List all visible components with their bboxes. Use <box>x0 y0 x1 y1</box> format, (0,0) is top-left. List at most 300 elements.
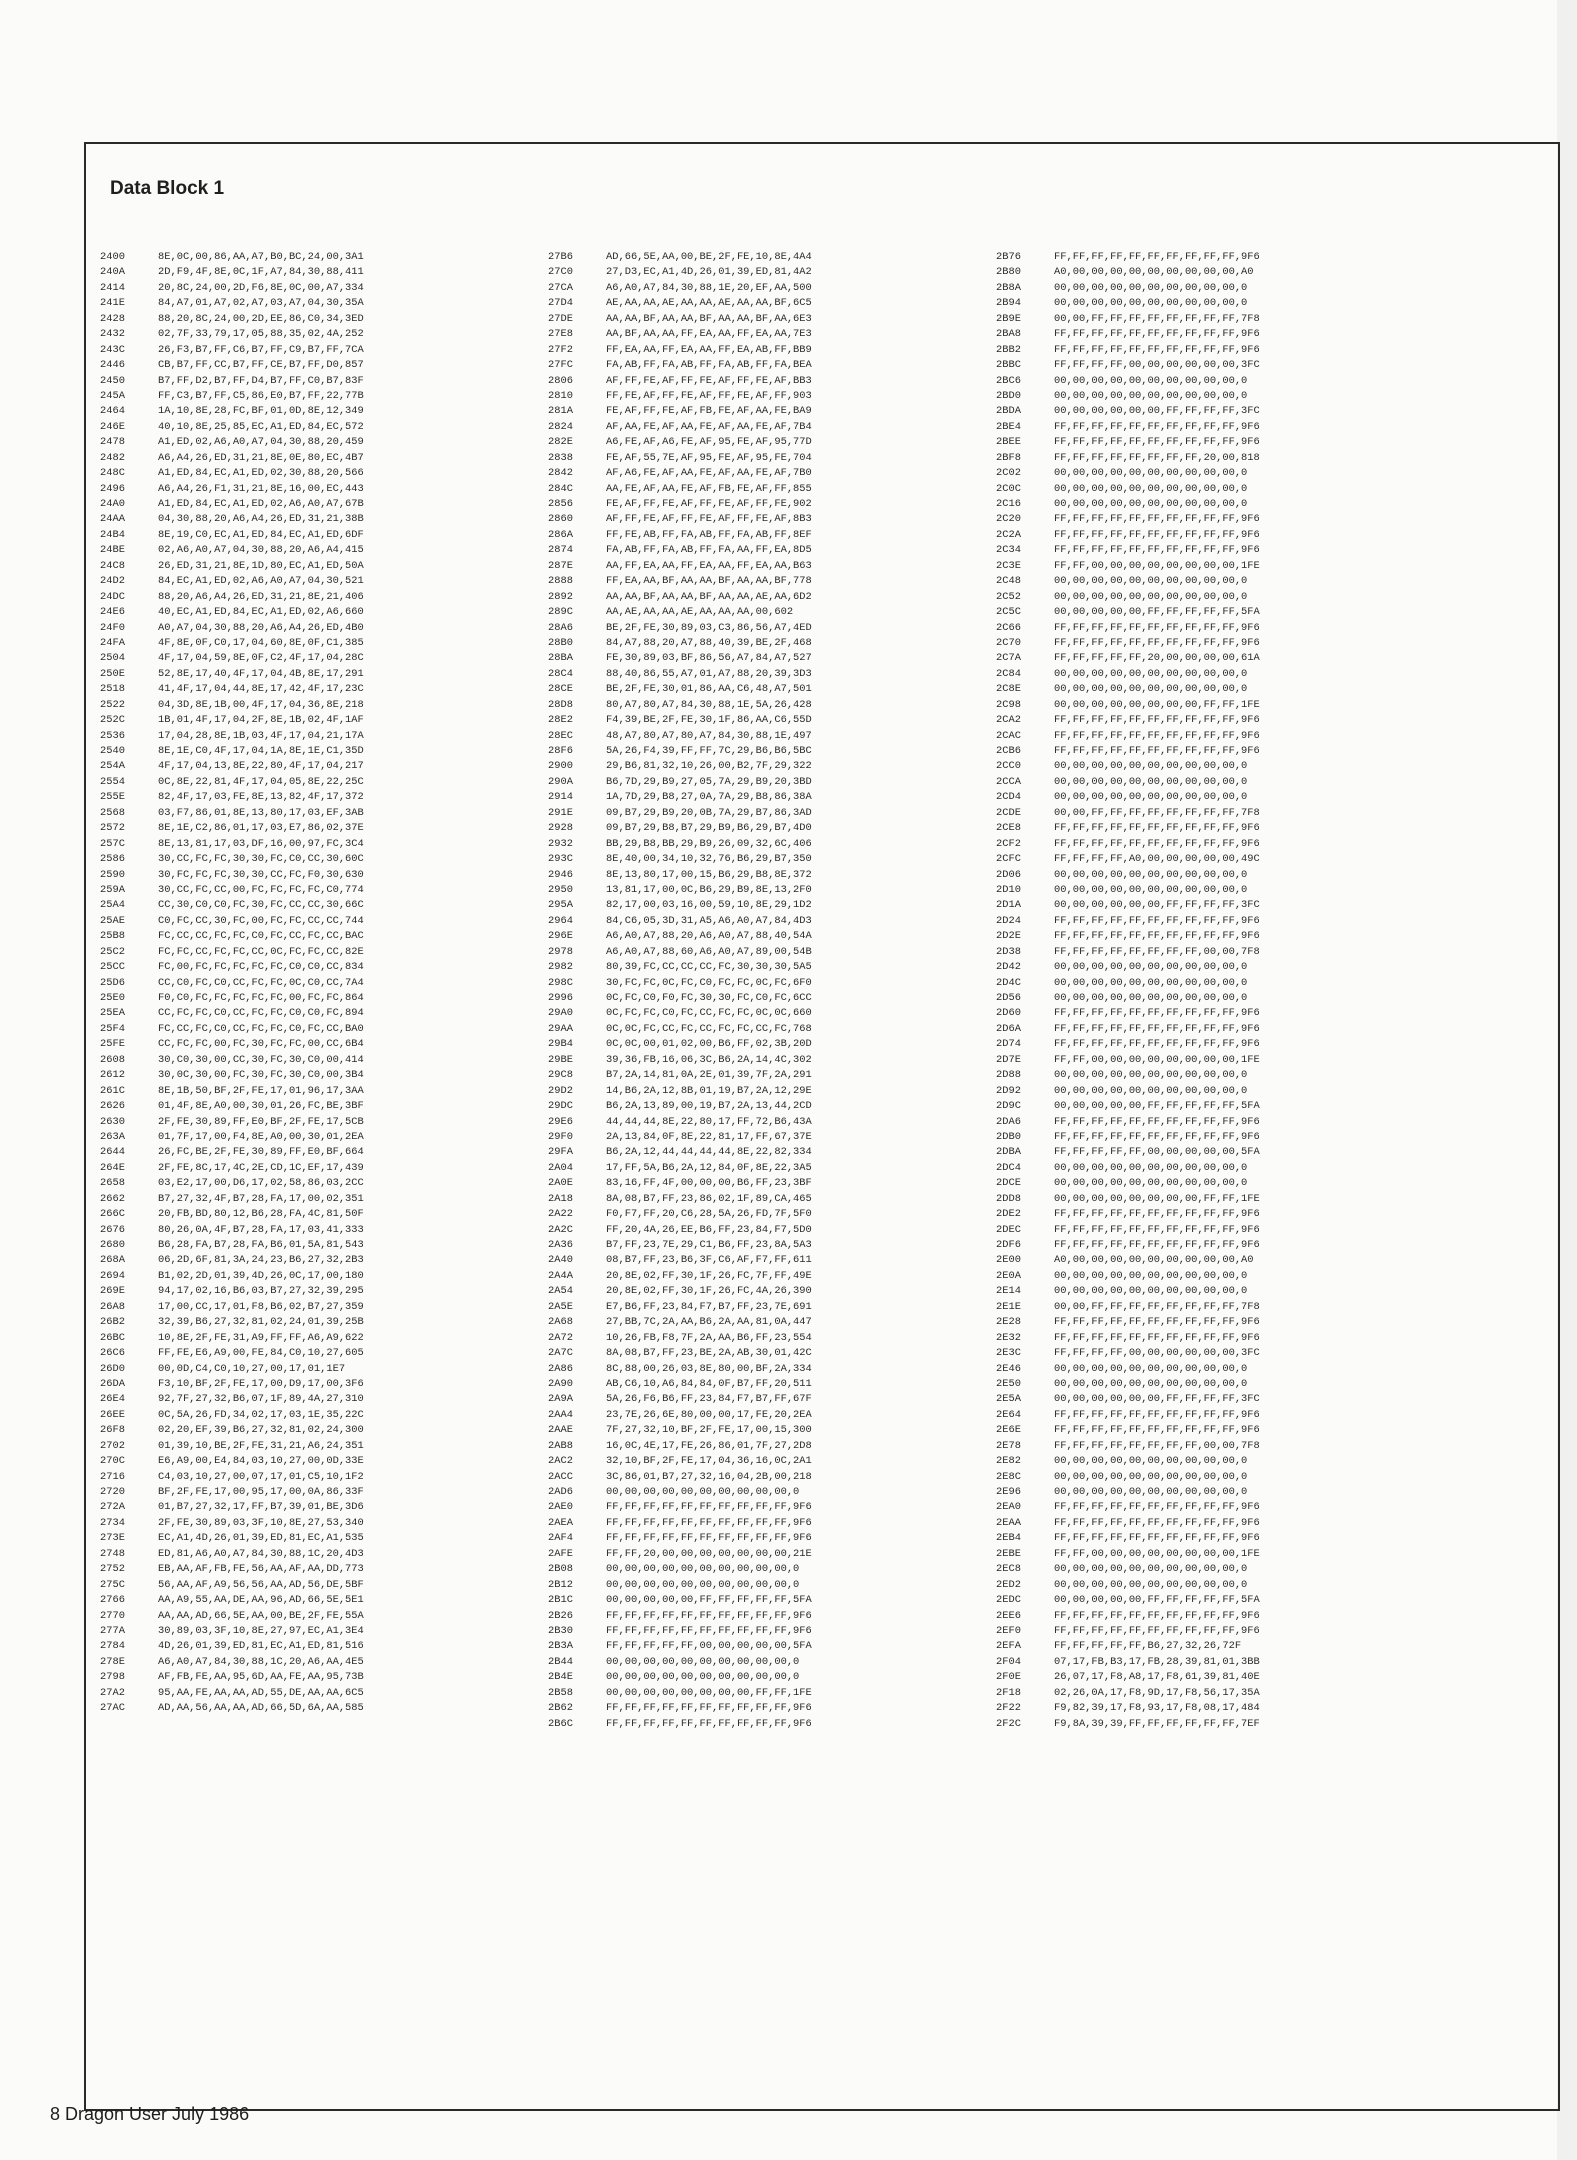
data-line <box>548 898 812 913</box>
data-line <box>996 759 1260 774</box>
data-line <box>100 1670 364 1685</box>
line-bytes: 00,00,FF,FF,FF,FF,FF,FF,FF,FF,7F8 <box>1054 806 1260 819</box>
line-address: 2770 <box>100 1609 125 1622</box>
line-bytes: 92,7F,27,32,B6,07,1F,89,4A,27,310 <box>158 1393 364 1406</box>
line-address: 2D06 <box>996 868 1021 881</box>
line-address: 2EB4 <box>996 1532 1021 1545</box>
line-address: 2CE8 <box>996 822 1021 835</box>
line-address: 2766 <box>100 1594 125 1607</box>
line-bytes: 00,00,00,00,00,00,00,00,00,00,0 <box>1054 1084 1248 1097</box>
line-bytes: AA,AA,BF,AA,AA,BF,AA,AA,AE,AA,6D2 <box>606 590 812 603</box>
line-bytes: 00,00,00,00,00,00,00,00,00,00,0 <box>1054 389 1248 402</box>
line-address: 2428 <box>100 312 125 325</box>
line-address: 24AA <box>100 513 125 526</box>
line-bytes: 04,30,88,20,A6,A4,26,ED,31,21,38B <box>158 513 364 526</box>
line-address: 29D2 <box>548 1084 573 1097</box>
line-address: 2D2E <box>996 930 1021 943</box>
line-address: 2B80 <box>996 266 1021 279</box>
line-address: 2504 <box>100 652 125 665</box>
line-address: 2C16 <box>996 498 1021 510</box>
line-bytes: 5A,26,F6,B6,FF,23,84,F7,B7,FF,67F <box>606 1393 812 1406</box>
data-line <box>100 729 364 744</box>
line-bytes: FE,30,89,03,BF,86,56,A7,84,A7,527 <box>606 652 812 665</box>
data-line <box>996 404 1260 419</box>
data-line <box>996 929 1260 944</box>
line-address: 243C <box>100 343 125 356</box>
line-bytes: 00,00,00,00,00,00,FF,FF,FF,FF,3FC <box>1054 1393 1260 1406</box>
line-bytes: A6,A0,A7,88,60,A6,A0,A7,89,00,54B <box>606 945 812 958</box>
line-bytes: 40,10,8E,25,85,EC,A1,ED,84,EC,572 <box>158 420 364 433</box>
line-bytes: 4F,8E,0F,C0,17,04,60,8E,0F,C1,385 <box>158 636 364 649</box>
line-address: 252C <box>100 714 125 727</box>
line-address: 2F2C <box>996 1717 1021 1730</box>
data-line <box>996 590 1260 605</box>
data-line <box>996 1037 1260 1052</box>
line-address: 2626 <box>100 1100 125 1113</box>
line-address: 2D1A <box>996 899 1021 912</box>
data-line <box>548 1408 812 1423</box>
data-line <box>996 1207 1260 1222</box>
line-address: 29E6 <box>548 1115 573 1128</box>
line-address: 2E50 <box>996 1377 1021 1390</box>
line-bytes: FF,FF,FF,FF,FF,FF,FF,FF,FF,FF,9F6 <box>1054 1316 1260 1329</box>
data-line <box>996 1392 1260 1407</box>
data-line <box>548 790 812 805</box>
line-bytes: FF,FF,FF,FF,FF,FF,FF,FF,00,00,7F8 <box>1054 945 1260 958</box>
line-address: 29DC <box>548 1100 573 1113</box>
line-bytes: FF,FF,FF,FF,FF,FF,FF,FF,FF,FF,9F6 <box>606 1532 812 1545</box>
line-bytes: 10,8E,2F,FE,31,A9,FF,FF,A6,A9,622 <box>158 1331 364 1344</box>
data-line <box>100 960 364 975</box>
line-address: 2798 <box>100 1671 125 1684</box>
data-line <box>100 1346 364 1361</box>
data-line <box>548 729 812 744</box>
data-line <box>100 1470 364 1485</box>
line-address: 2662 <box>100 1192 125 1205</box>
line-bytes: BF,2F,FE,17,00,95,17,00,0A,86,33F <box>158 1486 364 1498</box>
line-bytes: 80,39,FC,CC,CC,CC,FC,30,30,30,5A5 <box>606 961 812 974</box>
line-address: 2590 <box>100 868 125 881</box>
line-address: 2A36 <box>548 1239 573 1251</box>
data-line <box>548 281 812 296</box>
line-bytes: B7,2A,14,81,0A,2E,01,39,7F,2A,291 <box>606 1069 812 1082</box>
data-line <box>996 435 1260 450</box>
line-address: 2464 <box>100 405 125 418</box>
data-line <box>100 1423 364 1438</box>
data-line <box>100 1269 364 1284</box>
data-line <box>100 1500 364 1515</box>
data-line <box>100 1115 364 1130</box>
line-bytes: 01,7F,17,00,F4,8E,A0,00,30,01,2EA <box>158 1130 364 1143</box>
data-line <box>548 482 812 497</box>
line-address: 2D4C <box>996 976 1021 989</box>
data-line <box>548 605 812 620</box>
line-bytes: FF,FF,FF,FF,A0,00,00,00,00,00,49C <box>1054 853 1260 866</box>
line-bytes: FF,FF,FF,FF,FF,FF,FF,FF,FF,FF,9F6 <box>1054 729 1260 742</box>
line-address: 2E14 <box>996 1285 1021 1298</box>
line-bytes: FF,FF,FF,FF,FF,FF,FF,FF,FF,FF,9F6 <box>1054 1239 1260 1251</box>
data-line <box>100 775 364 790</box>
line-address: 2734 <box>100 1516 125 1529</box>
data-line <box>100 1686 364 1701</box>
line-bytes: 44,44,44,8E,22,80,17,FF,72,B6,43A <box>606 1115 812 1128</box>
line-address: 27DE <box>548 312 573 325</box>
line-bytes: A0,00,00,00,00,00,00,00,00,00,A0 <box>1054 1254 1254 1267</box>
line-bytes: FF,EA,AA,BF,AA,AA,BF,AA,AA,BF,778 <box>606 575 812 588</box>
line-address: 2A2C <box>548 1223 573 1236</box>
data-line <box>100 1053 364 1068</box>
line-address: 2ED2 <box>996 1578 1021 1591</box>
line-address: 2EAA <box>996 1516 1021 1529</box>
data-line <box>996 1300 1260 1315</box>
line-address: 286A <box>548 528 573 541</box>
line-address: 26EE <box>100 1408 125 1421</box>
line-bytes: FF,FF,FF,FF,00,00,00,00,00,00,3FC <box>1054 359 1260 372</box>
data-line <box>996 482 1260 497</box>
line-bytes: 7F,27,32,10,BF,2F,FE,17,00,15,300 <box>606 1424 812 1437</box>
line-address: 2C84 <box>996 667 1021 680</box>
line-address: 26A8 <box>100 1300 125 1313</box>
line-bytes: F9,82,39,17,F8,93,17,F8,08,17,484 <box>1054 1702 1260 1715</box>
data-line <box>548 327 812 342</box>
data-line <box>548 667 812 682</box>
data-line <box>100 1377 364 1392</box>
line-bytes: 52,8E,17,40,4F,17,04,4B,8E,17,291 <box>158 667 364 680</box>
line-bytes: FF,FF,FF,FF,FF,FF,FF,FF,FF,FF,9F6 <box>1054 1007 1260 1020</box>
page-edge <box>1557 0 1577 2160</box>
line-address: 2540 <box>100 745 125 757</box>
data-line <box>548 1238 812 1253</box>
line-bytes: 00,00,00,00,00,00,FF,FF,FF,FF,3FC <box>1054 405 1260 418</box>
data-line <box>100 1099 364 1114</box>
line-address: 255E <box>100 791 125 804</box>
data-line <box>100 1300 364 1315</box>
line-bytes: B7,FF,23,7E,29,C1,B6,FF,23,8A,5A3 <box>606 1239 812 1251</box>
line-address: 2E8C <box>996 1470 1021 1483</box>
line-bytes: FF,FF,FF,FF,FF,FF,FF,FF,FF,FF,9F6 <box>1054 837 1260 850</box>
line-bytes: FF,FF,FF,FF,FF,FF,FF,FF,FF,FF,9F6 <box>1054 1424 1260 1437</box>
line-bytes: 00,00,00,00,00,FF,FF,FF,FF,FF,5FA <box>1054 1100 1260 1113</box>
line-address: 2CC0 <box>996 760 1021 773</box>
data-line <box>996 667 1260 682</box>
line-bytes: 16,0C,4E,17,FE,26,86,01,7F,27,2D8 <box>606 1439 812 1452</box>
line-address: 295A <box>548 899 573 912</box>
line-bytes: E7,B6,FF,23,84,F7,B7,FF,23,7E,691 <box>606 1300 812 1313</box>
data-line <box>100 1192 364 1207</box>
line-bytes: 40,EC,A1,ED,84,EC,A1,ED,02,A6,660 <box>158 606 364 619</box>
data-line <box>996 281 1260 296</box>
data-line <box>996 296 1260 311</box>
line-address: 2EC8 <box>996 1563 1021 1576</box>
line-address: 2D7E <box>996 1053 1021 1066</box>
data-line <box>100 1068 364 1083</box>
data-line <box>548 1578 812 1593</box>
line-address: 29FA <box>548 1146 573 1159</box>
data-line <box>548 1207 812 1222</box>
line-bytes: 17,00,CC,17,01,F8,B6,02,B7,27,359 <box>158 1300 364 1313</box>
data-line <box>100 1485 364 1500</box>
line-address: 2D9C <box>996 1100 1021 1113</box>
line-bytes: AF,FF,FE,AF,FF,FE,AF,FF,FE,AF,8B3 <box>606 513 812 526</box>
data-line <box>548 1022 812 1037</box>
line-bytes: FF,FF,FF,FF,FF,FF,FF,FF,FF,FF,9F6 <box>1054 714 1260 727</box>
line-bytes: FF,FF,FF,FF,FF,FF,FF,FF,FF,FF,9F6 <box>1054 1532 1260 1545</box>
line-address: 2EDC <box>996 1594 1021 1607</box>
data-line <box>996 605 1260 620</box>
line-bytes: FC,CC,FC,C0,CC,FC,FC,C0,FC,CC,BA0 <box>158 1022 364 1035</box>
data-line <box>996 451 1260 466</box>
line-address: 2658 <box>100 1177 125 1190</box>
line-address: 27A2 <box>100 1686 125 1699</box>
line-address: 2842 <box>548 467 573 480</box>
data-line <box>100 451 364 466</box>
line-bytes: A6,A4,26,ED,31,21,8E,0E,80,EC,4B7 <box>158 451 364 464</box>
line-bytes: 8E,40,00,34,10,32,76,B6,29,B7,350 <box>606 853 812 866</box>
line-address: 2996 <box>548 992 573 1004</box>
line-address: 24B4 <box>100 528 125 541</box>
line-address: 2AA4 <box>548 1408 573 1421</box>
data-line <box>100 1578 364 1593</box>
data-line <box>548 1068 812 1083</box>
line-address: 2AD6 <box>548 1486 573 1498</box>
line-bytes: 2F,FE,30,89,FF,E0,BF,2F,FE,17,5CB <box>158 1115 364 1128</box>
line-address: 26F8 <box>100 1424 125 1437</box>
line-bytes: 4D,26,01,39,ED,81,EC,A1,ED,81,516 <box>158 1640 364 1653</box>
line-address: 27D4 <box>548 297 573 310</box>
data-line <box>548 1300 812 1315</box>
data-line <box>548 1331 812 1346</box>
line-bytes: 17,FF,5A,B6,2A,12,84,0F,8E,22,3A5 <box>606 1161 812 1174</box>
data-line <box>996 1068 1260 1083</box>
line-bytes: 09,B7,29,B9,20,0B,7A,29,B7,86,3AD <box>606 806 812 819</box>
data-line <box>548 1454 812 1469</box>
line-address: 25C2 <box>100 945 125 958</box>
line-bytes: 27,D3,EC,A1,4D,26,01,39,ED,81,4A2 <box>606 266 812 279</box>
line-bytes: AA,AA,BF,AA,AA,BF,AA,AA,BF,AA,6E3 <box>606 312 812 325</box>
line-bytes: A6,A0,A7,88,20,A6,A0,A7,88,40,54A <box>606 930 812 943</box>
data-line <box>996 868 1260 883</box>
line-bytes: FF,FF,00,00,00,00,00,00,00,00,1FE <box>1054 1547 1260 1560</box>
data-line <box>100 512 364 527</box>
line-address: 24BE <box>100 544 125 557</box>
line-bytes: 00,00,00,00,00,00,00,00,00,00,0 <box>1054 1377 1248 1390</box>
data-line <box>100 914 364 929</box>
line-address: 2946 <box>548 868 573 881</box>
line-address: 2C3E <box>996 559 1021 572</box>
data-line <box>548 1531 812 1546</box>
line-bytes: 02,20,EF,39,B6,27,32,81,02,24,300 <box>158 1424 364 1437</box>
line-address: 2694 <box>100 1269 125 1282</box>
line-bytes: 20,FB,BD,80,12,B6,28,FA,4C,81,50F <box>158 1208 364 1221</box>
data-line <box>548 929 812 944</box>
data-line <box>996 512 1260 527</box>
line-address: 2E32 <box>996 1331 1021 1344</box>
data-line <box>548 1053 812 1068</box>
data-line <box>100 651 364 666</box>
line-address: 2A68 <box>548 1316 573 1329</box>
line-address: 2F04 <box>996 1655 1021 1668</box>
line-bytes: F0,F7,FF,20,C6,28,5A,26,FD,7F,5F0 <box>606 1208 812 1221</box>
data-line <box>100 312 364 327</box>
line-address: 2BF8 <box>996 451 1021 464</box>
data-line <box>548 775 812 790</box>
line-address: 2568 <box>100 806 125 819</box>
line-address: 28E2 <box>548 714 573 727</box>
line-bytes: A6,A4,26,F1,31,21,8E,16,00,EC,443 <box>158 482 364 495</box>
line-bytes: 8E,19,C0,EC,A1,ED,84,EC,A1,ED,6DF <box>158 528 364 541</box>
line-address: 25F4 <box>100 1022 125 1035</box>
line-bytes: 0C,FC,FC,C0,FC,CC,FC,FC,0C,0C,660 <box>606 1007 812 1020</box>
data-line <box>100 636 364 651</box>
data-line <box>996 1331 1260 1346</box>
line-bytes: FF,FF,FF,FF,FF,00,00,00,00,00,5FA <box>606 1640 812 1653</box>
line-address: 2C7A <box>996 652 1021 665</box>
data-line <box>548 621 812 636</box>
line-bytes: 06,2D,6F,81,3A,24,23,B6,27,32,2B3 <box>158 1254 364 1267</box>
line-bytes: 00,00,00,00,00,00,00,00,00,00,0 <box>1054 1563 1248 1576</box>
data-line <box>996 729 1260 744</box>
data-line <box>996 1145 1260 1160</box>
line-address: 2DB0 <box>996 1130 1021 1143</box>
line-bytes: 84,A7,88,20,A7,88,40,39,BE,2F,468 <box>606 636 812 649</box>
line-bytes: A6,A0,A7,84,30,88,1E,20,EF,AA,500 <box>606 281 812 294</box>
line-address: 2BEE <box>996 436 1021 449</box>
line-address: 2B3A <box>548 1640 573 1653</box>
line-bytes: 88,20,A6,A4,26,ED,31,21,8E,21,406 <box>158 590 364 603</box>
data-line <box>996 1500 1260 1515</box>
line-bytes: 3C,86,01,B7,27,32,16,04,2B,00,218 <box>606 1470 812 1483</box>
line-bytes: 32,39,B6,27,32,81,02,24,01,39,25B <box>158 1316 364 1329</box>
line-bytes: 20,8C,24,00,2D,F6,8E,0C,00,A7,334 <box>158 281 364 294</box>
data-line <box>996 1130 1260 1145</box>
line-bytes: 4F,17,04,59,8E,0F,C2,4F,17,04,28C <box>158 652 364 665</box>
data-line <box>548 1439 812 1454</box>
line-bytes: 01,4F,8E,A0,00,30,01,26,FC,BE,3BF <box>158 1100 364 1113</box>
line-bytes: 1A,10,8E,28,FC,BF,01,0D,8E,12,349 <box>158 405 364 418</box>
line-address: 27AC <box>100 1702 125 1715</box>
data-line <box>548 1176 812 1191</box>
line-bytes: 00,00,00,00,00,00,00,00,00,00,0 <box>1054 1455 1248 1468</box>
data-line <box>548 1037 812 1052</box>
data-line <box>996 1315 1260 1330</box>
line-bytes: 8E,1B,50,BF,2F,FE,17,01,96,17,3AA <box>158 1084 364 1097</box>
line-bytes: FF,FF,FF,FF,FF,FF,FF,FF,FF,FF,9F6 <box>1054 745 1260 757</box>
data-line <box>548 976 812 991</box>
line-address: 2676 <box>100 1223 125 1236</box>
line-address: 2E6E <box>996 1424 1021 1437</box>
data-line <box>100 281 364 296</box>
line-bytes: 48,A7,80,A7,80,A7,84,30,88,1E,497 <box>606 729 812 742</box>
data-line <box>548 1609 812 1624</box>
line-bytes: FF,C3,B7,FF,C5,86,E0,B7,FF,22,77B <box>158 389 364 402</box>
line-bytes: F0,C0,FC,FC,FC,FC,FC,00,FC,FC,864 <box>158 992 364 1004</box>
line-bytes: 02,7F,33,79,17,05,88,35,02,4A,252 <box>158 328 364 341</box>
line-address: 2482 <box>100 451 125 464</box>
line-bytes: A1,ED,84,EC,A1,ED,02,A6,A0,A7,67B <box>158 498 364 510</box>
line-bytes: AA,FE,AF,AA,FE,AF,FB,FE,AF,FF,855 <box>606 482 812 495</box>
data-line <box>548 991 812 1006</box>
line-address: 28EC <box>548 729 573 742</box>
data-line <box>100 621 364 636</box>
data-line <box>100 1253 364 1268</box>
line-address: 2E5A <box>996 1393 1021 1406</box>
line-bytes: C4,03,10,27,00,07,17,01,C5,10,1F2 <box>158 1470 364 1483</box>
line-bytes: FF,FF,FF,FF,FF,FF,FF,FF,20,00,818 <box>1054 451 1260 464</box>
line-bytes: AE,AA,AA,AE,AA,AA,AE,AA,AA,BF,6C5 <box>606 297 812 310</box>
line-address: 28C4 <box>548 667 573 680</box>
line-address: 2AFE <box>548 1547 573 1560</box>
data-line <box>548 682 812 697</box>
data-line <box>100 1362 364 1377</box>
line-address: 2572 <box>100 822 125 835</box>
line-address: 277A <box>100 1624 125 1637</box>
data-line <box>100 435 364 450</box>
line-bytes: FF,20,4A,26,EE,B6,FF,23,84,F7,5D0 <box>606 1223 812 1236</box>
line-address: 2BBC <box>996 359 1021 372</box>
data-line <box>100 1655 364 1670</box>
data-line <box>996 960 1260 975</box>
data-line <box>548 1161 812 1176</box>
data-line <box>548 1192 812 1207</box>
line-address: 298C <box>548 976 573 989</box>
data-line <box>548 1701 812 1716</box>
line-address: 2DCE <box>996 1177 1021 1190</box>
data-line <box>100 1284 364 1299</box>
data-line <box>100 698 364 713</box>
line-bytes: 26,FC,BE,2F,FE,30,89,FF,E0,BF,664 <box>158 1146 364 1159</box>
line-bytes: 23,7E,26,6E,80,00,00,17,FE,20,2EA <box>606 1408 812 1421</box>
data-line <box>100 1547 364 1562</box>
line-bytes: AD,AA,56,AA,AA,AD,66,5D,6A,AA,585 <box>158 1702 364 1715</box>
data-line <box>996 883 1260 898</box>
data-line <box>548 1547 812 1562</box>
data-line <box>100 1639 364 1654</box>
line-bytes: 30,CC,FC,FC,30,30,FC,C0,CC,30,60C <box>158 853 364 866</box>
line-bytes: 26,07,17,F8,A8,17,F8,61,39,81,40E <box>1054 1671 1260 1684</box>
data-line <box>100 667 364 682</box>
data-line <box>100 1331 364 1346</box>
line-address: 2B62 <box>548 1702 573 1715</box>
data-line <box>548 528 812 543</box>
data-line <box>100 1207 364 1222</box>
line-address: 2BC6 <box>996 374 1021 387</box>
line-bytes: 00,00,00,00,00,00,00,00,00,00,0 <box>1054 374 1248 387</box>
line-bytes: 20,8E,02,FF,30,1F,26,FC,4A,26,390 <box>606 1285 812 1298</box>
line-bytes: 30,FC,FC,0C,FC,C0,FC,FC,0C,FC,6F0 <box>606 976 812 989</box>
line-address: 268A <box>100 1254 125 1267</box>
data-line <box>548 590 812 605</box>
line-bytes: FF,FF,FF,FF,FF,FF,FF,FF,FF,FF,9F6 <box>1054 621 1260 634</box>
line-address: 2716 <box>100 1470 125 1483</box>
line-bytes: 30,C0,30,00,CC,30,FC,30,C0,00,414 <box>158 1053 364 1066</box>
data-line <box>100 1392 364 1407</box>
line-bytes: AA,FF,EA,AA,FF,EA,AA,FF,EA,AA,B63 <box>606 559 812 572</box>
line-bytes: AB,C6,10,A6,84,84,0F,B7,FF,20,511 <box>606 1377 812 1390</box>
line-bytes: FF,FF,FF,FF,FF,FF,FF,FF,FF,FF,9F6 <box>1054 251 1260 263</box>
line-address: 2C34 <box>996 544 1021 557</box>
data-line <box>548 1500 812 1515</box>
data-line <box>100 744 364 759</box>
line-bytes: 00,00,00,00,00,00,00,00,00,00,0 <box>606 1563 800 1576</box>
line-bytes: A1,ED,02,A6,A0,A7,04,30,88,20,459 <box>158 436 364 449</box>
line-bytes: 10,26,FB,F8,7F,2A,AA,B6,FF,23,554 <box>606 1331 812 1344</box>
line-bytes: 00,00,00,00,00,00,00,00,00,00,0 <box>1054 1269 1248 1282</box>
line-address: 2DE2 <box>996 1208 1021 1221</box>
data-line <box>996 358 1260 373</box>
line-bytes: 20,8E,02,FF,30,1F,26,FC,7F,FF,49E <box>606 1269 812 1282</box>
line-bytes: FF,FF,FF,FF,FF,FF,FF,FF,FF,FF,9F6 <box>1054 1331 1260 1344</box>
line-bytes: BB,29,B8,BB,29,B9,26,09,32,6C,406 <box>606 837 812 850</box>
